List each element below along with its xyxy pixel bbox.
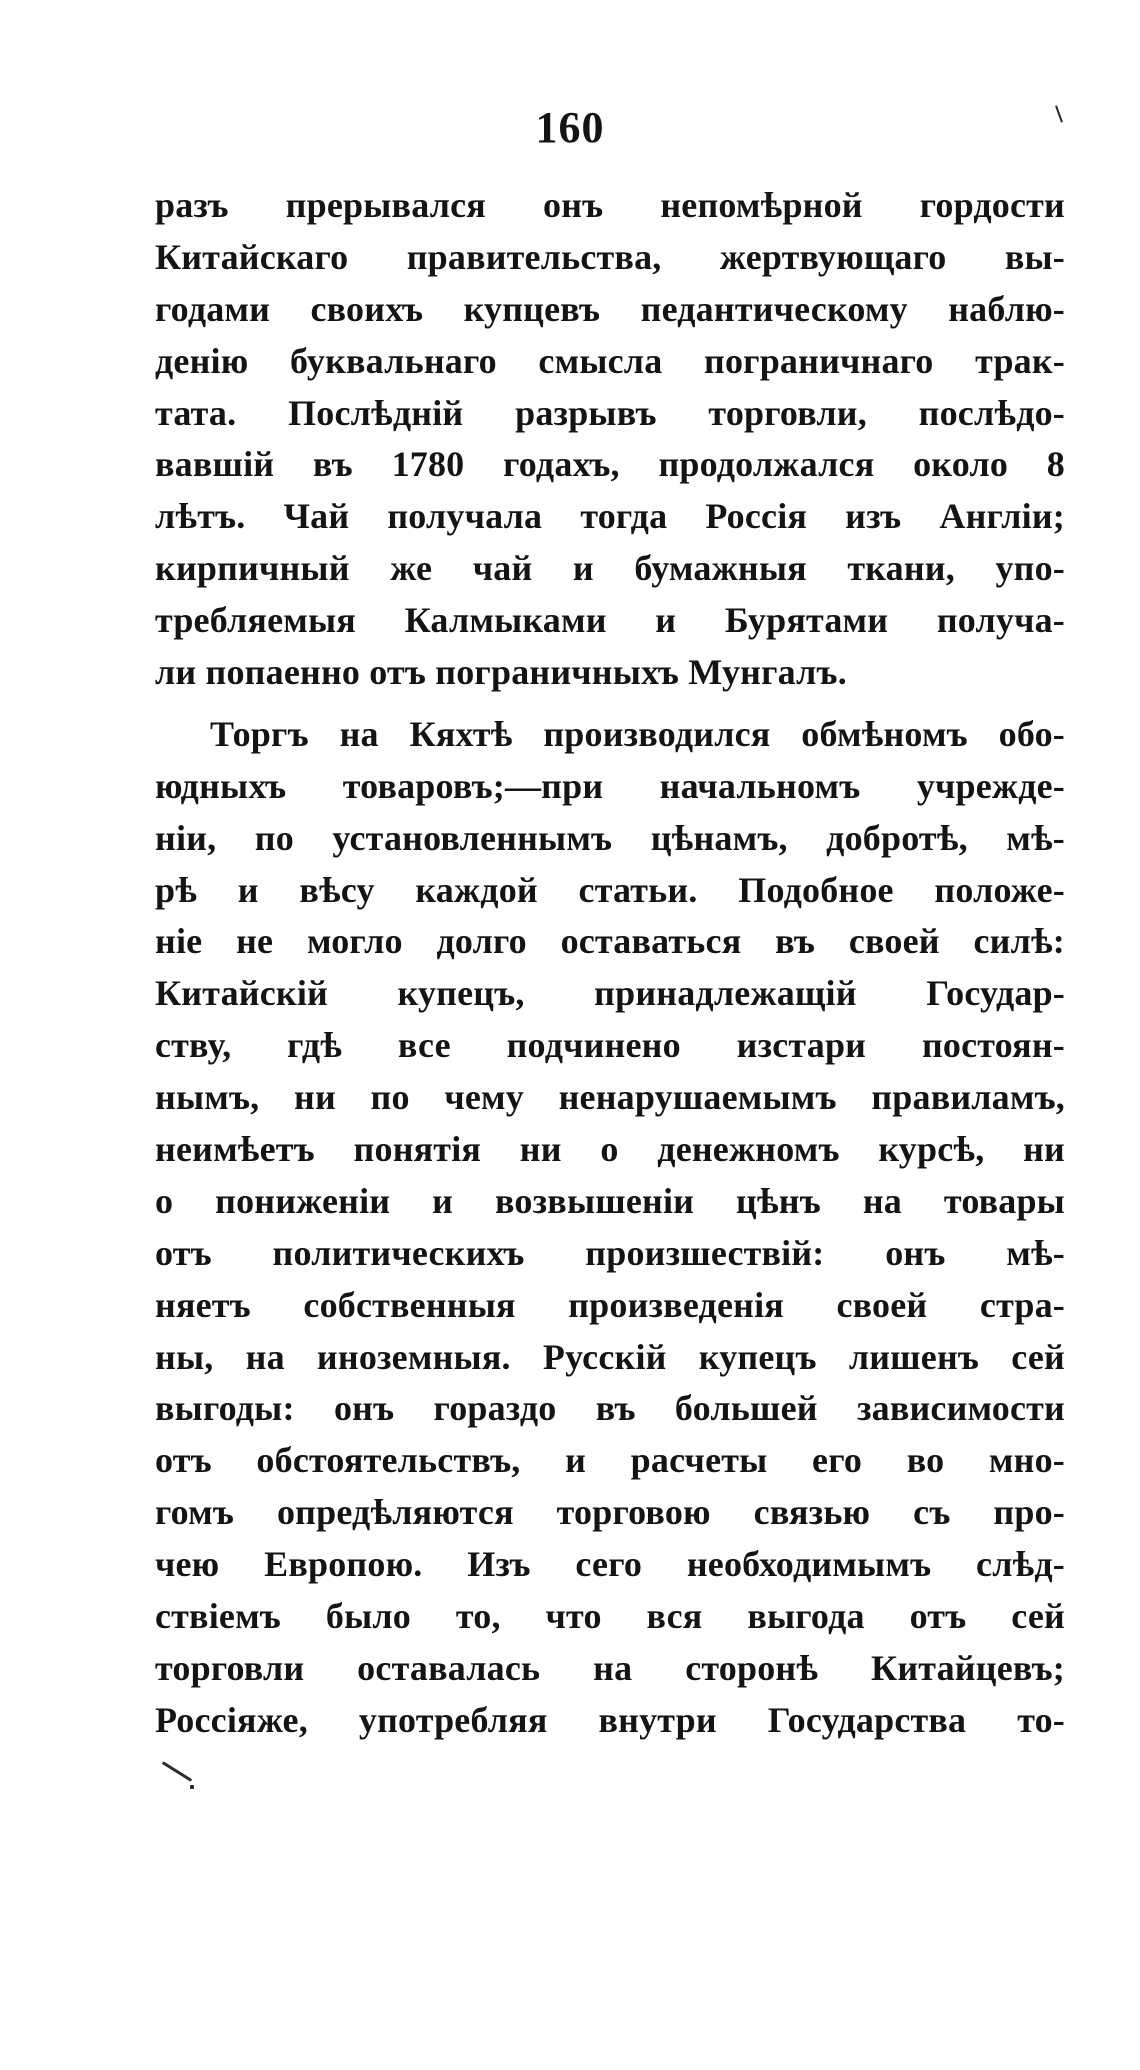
text-line: лѣтъ. Чай получала тогда Россія изъ Англіи; [155,496,1065,537]
text-line: ніи, по установленнымъ цѣнамъ, добротѣ, мѣ- [155,817,1065,858]
text-line: отъ обстоятельствъ, и расчеты его во мно- [155,1440,1065,1481]
text-line: нымъ, ни по чему ненарушаемымъ правиламъ, [155,1077,1065,1118]
text-line: рѣ и вѣсу каждой статьи. Подобное положе- [155,869,1065,910]
text-line: Россіяже, употребляя внутри Государства то- [155,1699,1065,1740]
text-line: няетъ собственныя произведенія своей стра- [155,1284,1065,1325]
text-line: торговли оставалась на сторонѣ Китайцевъ; [155,1647,1065,1688]
text-line: выгоды: онъ гораздо въ большей зависимости [155,1388,1065,1429]
text-line: юдныхъ товаровъ;—при начальномъ учрежде- [155,765,1065,806]
text-line: ны, на иноземныя. Русскій купецъ лишенъ сей [155,1336,1065,1377]
text-line: разъ прерывался онъ непомѣрной гордости [155,185,1065,225]
text-line: о пониженіи и возвышеніи цѣнъ на товары [155,1180,1065,1221]
paragraph-1 [155,180,1065,699]
text-line: ніе не могло долго оставаться въ своей силѣ: [155,921,1065,962]
body-text [155,180,1065,1747]
text-line: гомъ опредѣляются торговою связью съ про- [155,1492,1065,1533]
text-line: тата. Послѣдній разрывъ торговли, послѣдо- [155,392,1065,433]
text-line: вавшій въ 1780 годахъ, продолжался около 8 [155,444,1065,485]
paragraph-2 [155,709,1065,1747]
scan-artifact-mark [190,1785,194,1789]
text-line: годами своихъ купцевъ педантическому наблю- [155,288,1065,329]
text-line: ствіемъ было то, что вся выгода отъ сей [155,1596,1065,1637]
text-line: чею Европою. Изъ сего необходимымъ слѣд- [155,1544,1065,1585]
paragraph-gap [155,699,1065,709]
text-line: Торгъ на Кяхтѣ производился обмѣномъ обо- [210,713,1065,754]
page-number: 160 [535,103,605,152]
text-line: кирпичный же чай и бумажныя ткани, упо- [155,548,1065,589]
text-line: неимѣетъ понятія ни о денежномъ курсѣ, ни [155,1129,1065,1170]
text-line: денію буквальнаго смысла пограничнаго трак- [155,340,1065,381]
text-line: требляемыя Калмыками и Бурятами получа- [155,600,1065,641]
text-line: ли попаенно отъ пограничныхъ Мунгалъ. [155,652,847,693]
text-line: Китайскаго правительства, жертвующаго вы- [155,236,1065,277]
text-line: ству, гдѣ все подчинено изстари постоян- [155,1025,1065,1066]
text-line: отъ политическихъ произшествій: онъ мѣ- [155,1232,1065,1273]
scan-artifact-mark [162,1761,192,1782]
text-line: Китайскій купецъ, принадлежащій Государ- [155,973,1065,1014]
